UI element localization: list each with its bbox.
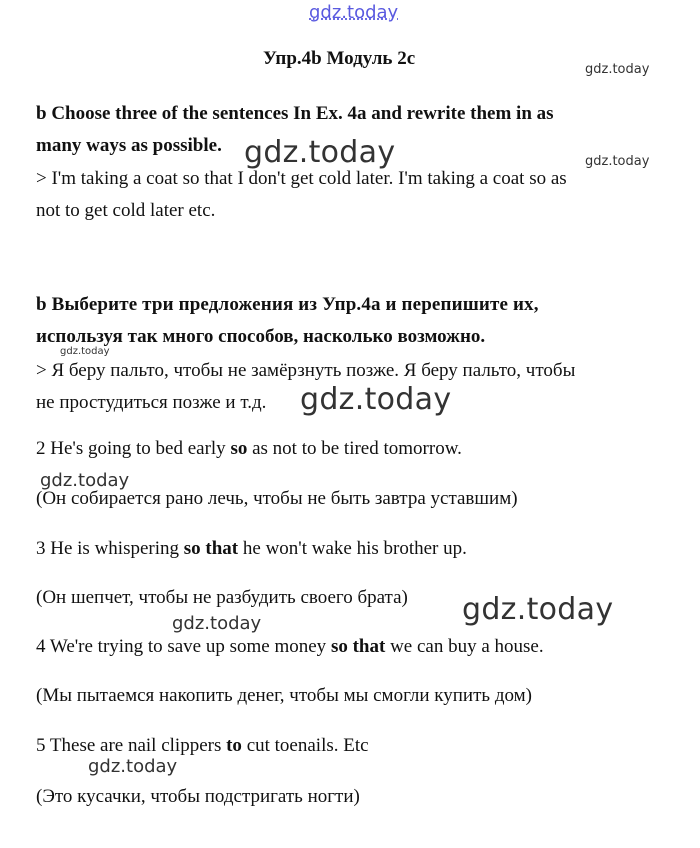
answer-2-keyword: so (230, 438, 248, 459)
russian-example-line-2: не простудиться позже и т.д. (36, 392, 267, 413)
watermark-big-1: gdz.today (244, 135, 396, 170)
answer-3-sentence (36, 538, 467, 560)
watermark-tiny: gdz.today (60, 346, 110, 357)
answer-5-before: 5 These are nail clippers (36, 735, 227, 756)
russian-instruction-line-1: b Выберите три предложения из Упр.4a и перепишите их, (36, 294, 539, 315)
answer-5-translation: (Это кусачки, чтобы подстригать ногти) (36, 786, 360, 807)
watermark-top: gdz.today (309, 2, 399, 23)
russian-instruction-line-2: используя так много способов, насколько возможно. (36, 326, 486, 347)
answer-3-keyword: so that (183, 538, 239, 559)
answer-4-keyword: so that (330, 636, 386, 657)
watermark-med-3: gdz.today (88, 756, 178, 777)
watermark-big-2: gdz.today (300, 382, 452, 417)
russian-example-line-1: > Я беру пальто, чтобы не замёрзнуть позже. Я беру пальто, чтобы (36, 360, 576, 381)
answer-3-before: 3 He is whispering (36, 538, 184, 559)
answer-5-sentence (36, 735, 369, 757)
watermark-med-1: gdz.today (40, 470, 130, 491)
answer-2-before: 2 He's going to bed early (36, 438, 231, 459)
english-example-line-2: not to get cold later etc. (36, 200, 216, 221)
watermark-big-3: gdz.today (462, 592, 614, 627)
answer-2-translation: (Он собирается рано лечь, чтобы не быть завтра уставшим) (36, 488, 518, 509)
answer-4-translation: (Мы пытаемся накопить денег, чтобы мы смогли купить дом) (36, 685, 532, 706)
watermark-right-1: gdz.today (585, 62, 650, 77)
english-example-line-1: > I'm taking a coat so that I don't get cold later. I'm taking a coat so as (36, 168, 567, 189)
watermark-med-2: gdz.today (172, 613, 262, 634)
page-title: Упр.4b Модуль 2c (263, 48, 416, 69)
answer-4-sentence (36, 636, 544, 658)
answer-5-after: cut toenails. Etc (241, 735, 369, 756)
english-instruction-line-2: many ways as possible. (36, 135, 222, 156)
answer-2-after: as not to be tired tomorrow. (247, 438, 462, 459)
answer-4-after: we can buy a house. (385, 636, 544, 657)
watermark-right-2: gdz.today (585, 154, 650, 169)
answer-3-translation: (Он шепчет, чтобы не разбудить своего брата) (36, 587, 408, 608)
answer-4-before: 4 We're trying to save up some money (36, 636, 331, 657)
answer-3-after: he won't wake his brother up. (238, 538, 467, 559)
answer-5-keyword: to (226, 735, 242, 756)
answer-2-sentence (36, 438, 462, 460)
english-instruction-line-1: b Choose three of the sentences In Ex. 4a and rewrite them in as (36, 103, 554, 124)
